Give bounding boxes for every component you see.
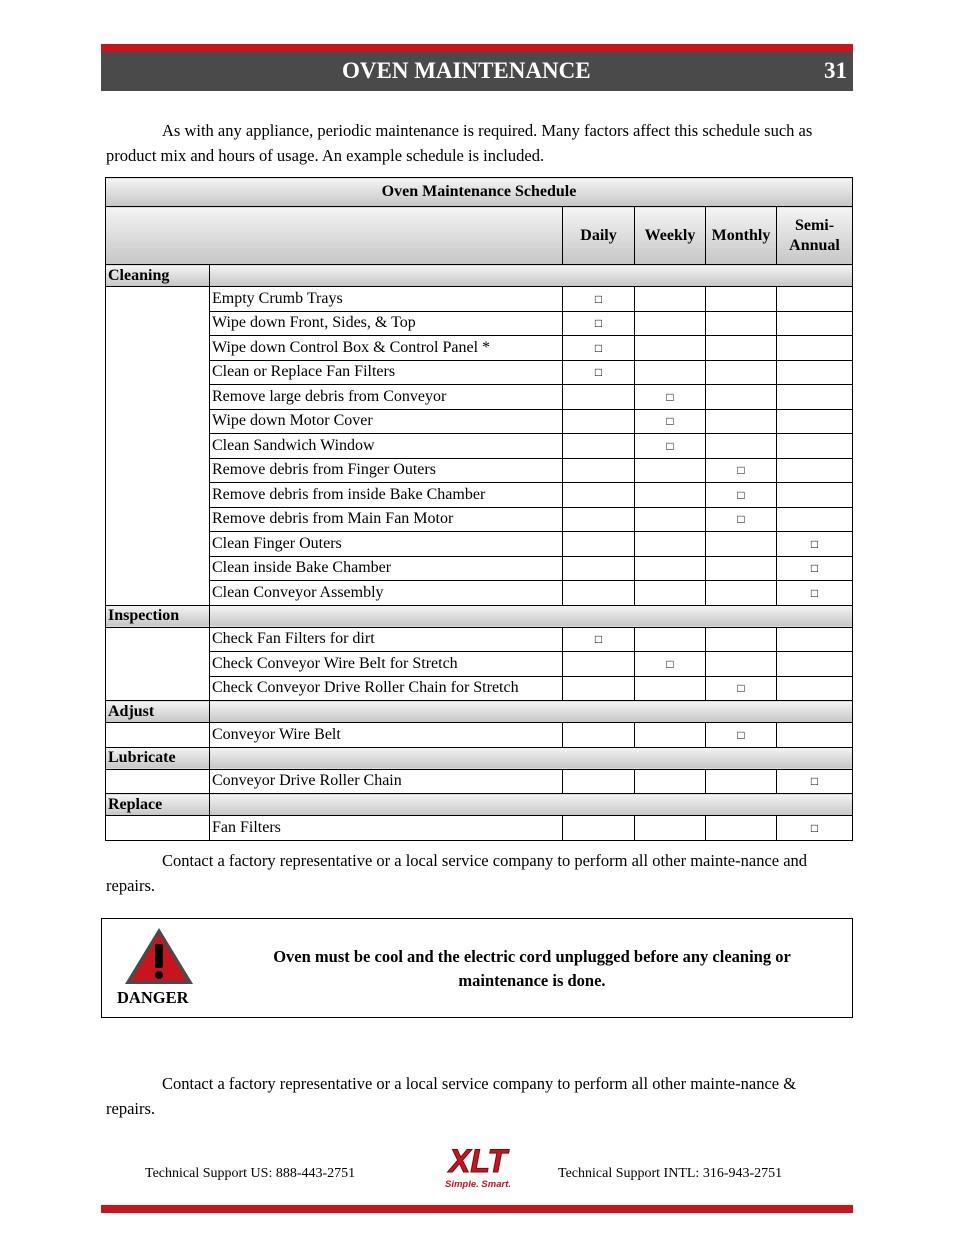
section-label: Replace bbox=[106, 794, 210, 816]
checkbox-cell-daily bbox=[563, 627, 635, 652]
col-monthly: Monthly bbox=[706, 207, 777, 265]
checkbox-cell-weekly bbox=[635, 409, 706, 434]
checkbox-cell-monthly bbox=[706, 409, 777, 434]
after-table-paragraph bbox=[106, 848, 846, 898]
danger-label: DANGER bbox=[117, 988, 189, 1007]
checkbox-cell-semi bbox=[777, 723, 853, 748]
checkbox-cell-monthly bbox=[706, 769, 777, 794]
checkbox-cell-weekly bbox=[635, 627, 706, 652]
checkbox-icon: □ bbox=[594, 316, 603, 331]
checkbox-cell-semi bbox=[777, 483, 853, 508]
task-name: Wipe down Motor Cover bbox=[210, 409, 563, 434]
checkbox-cell-semi bbox=[777, 507, 853, 532]
section-row bbox=[106, 794, 853, 816]
checkbox-icon: □ bbox=[737, 727, 745, 742]
section-blank-cell bbox=[106, 723, 210, 748]
table-row bbox=[106, 769, 853, 794]
section-spacer bbox=[210, 747, 853, 769]
task-name: Remove debris from Main Fan Motor bbox=[210, 507, 563, 532]
section-spacer bbox=[210, 265, 853, 287]
checkbox-cell-daily bbox=[563, 311, 635, 336]
table-row bbox=[106, 532, 853, 557]
checkbox-cell-weekly bbox=[635, 769, 706, 794]
checkbox-cell-weekly bbox=[635, 483, 706, 508]
checkbox-cell-daily bbox=[563, 360, 635, 385]
section-blank-cell bbox=[106, 816, 210, 841]
checkbox-cell-weekly bbox=[635, 287, 706, 312]
checkbox-icon: □ bbox=[594, 632, 603, 647]
checkbox-cell-semi bbox=[777, 532, 853, 557]
support-intl: Technical Support INTL: 316-943-2751 bbox=[558, 1166, 783, 1181]
task-name: Clean Conveyor Assembly bbox=[210, 581, 563, 606]
checkbox-cell-monthly bbox=[706, 652, 777, 677]
checkbox-cell-semi bbox=[777, 434, 853, 459]
checkbox-cell-monthly bbox=[706, 532, 777, 557]
checkbox-cell-monthly bbox=[706, 311, 777, 336]
checkbox-cell-semi bbox=[777, 652, 853, 677]
logo-text: XLT bbox=[448, 1143, 508, 1179]
intro-paragraph bbox=[106, 118, 846, 168]
checkbox-cell-weekly bbox=[635, 311, 706, 336]
table-row bbox=[106, 434, 853, 459]
task-name: Check Conveyor Drive Roller Chain for Stretch bbox=[210, 676, 563, 701]
checkbox-icon: □ bbox=[666, 438, 674, 453]
col-semi-annual: Semi- Annual bbox=[777, 207, 853, 265]
checkbox-cell-monthly bbox=[706, 385, 777, 410]
task-name: Conveyor Drive Roller Chain bbox=[210, 769, 563, 794]
checkbox-cell-daily bbox=[563, 483, 635, 508]
checkbox-icon: □ bbox=[666, 389, 674, 404]
checkbox-cell-daily bbox=[563, 556, 635, 581]
col-daily: Daily bbox=[563, 207, 635, 265]
table-row bbox=[106, 311, 853, 336]
checkbox-cell-weekly bbox=[635, 507, 706, 532]
checkbox-cell-daily bbox=[563, 287, 635, 312]
section-label: Lubricate bbox=[106, 747, 210, 769]
checkbox-cell-semi bbox=[777, 409, 853, 434]
section-label: Inspection bbox=[106, 605, 210, 627]
section-blank-cell bbox=[106, 769, 210, 794]
table-row bbox=[106, 360, 853, 385]
support-us: Technical Support US: 888-443-2751 bbox=[145, 1166, 356, 1181]
task-name: Clean inside Bake Chamber bbox=[210, 556, 563, 581]
table-row bbox=[106, 627, 853, 652]
after-table-text: Contact a factory representative or a local service company to perform all other mainte-nance and repairs. bbox=[106, 851, 808, 895]
checkbox-cell-daily bbox=[563, 409, 635, 434]
table-row bbox=[106, 409, 853, 434]
table-row bbox=[106, 458, 853, 483]
task-name: Wipe down Control Box & Control Panel * bbox=[210, 336, 563, 361]
section-spacer bbox=[210, 794, 853, 816]
checkbox-icon: □ bbox=[810, 561, 819, 576]
danger-notice bbox=[101, 918, 853, 1018]
checkbox-cell-semi bbox=[777, 458, 853, 483]
task-name: Remove debris from inside Bake Chamber bbox=[210, 483, 563, 508]
checkbox-cell-semi bbox=[777, 385, 853, 410]
task-name: Clean Sandwich Window bbox=[210, 434, 563, 459]
checkbox-cell-weekly bbox=[635, 676, 706, 701]
checkbox-icon: □ bbox=[594, 365, 603, 380]
table-row bbox=[106, 816, 853, 841]
checkbox-cell-weekly bbox=[635, 652, 706, 677]
checkbox-icon: □ bbox=[737, 487, 745, 502]
table-row bbox=[106, 556, 853, 581]
checkbox-cell-semi bbox=[777, 676, 853, 701]
checkbox-cell-daily bbox=[563, 458, 635, 483]
checkbox-cell-monthly bbox=[706, 336, 777, 361]
task-name: Conveyor Wire Belt bbox=[210, 723, 563, 748]
table-row bbox=[106, 385, 853, 410]
checkbox-cell-monthly bbox=[706, 458, 777, 483]
checkbox-cell-monthly bbox=[706, 287, 777, 312]
col-weekly: Weekly bbox=[635, 207, 706, 265]
checkbox-icon: □ bbox=[666, 414, 674, 429]
checkbox-cell-monthly bbox=[706, 676, 777, 701]
checkbox-icon: □ bbox=[810, 585, 819, 600]
section-row bbox=[106, 747, 853, 769]
checkbox-cell-semi bbox=[777, 360, 853, 385]
section-row bbox=[106, 605, 853, 627]
checkbox-cell-monthly bbox=[706, 627, 777, 652]
checkbox-icon: □ bbox=[737, 681, 745, 696]
warning-triangle-icon bbox=[123, 926, 195, 986]
checkbox-cell-monthly bbox=[706, 556, 777, 581]
xlt-logo bbox=[430, 1140, 526, 1192]
checkbox-cell-semi bbox=[777, 769, 853, 794]
checkbox-cell-semi bbox=[777, 311, 853, 336]
task-name: Remove large debris from Conveyor bbox=[210, 385, 563, 410]
page-number: 31 bbox=[824, 58, 847, 83]
checkbox-cell-weekly bbox=[635, 723, 706, 748]
task-name: Wipe down Front, Sides, & Top bbox=[210, 311, 563, 336]
checkbox-cell-weekly bbox=[635, 556, 706, 581]
section-row bbox=[106, 701, 853, 723]
checkbox-cell-semi bbox=[777, 287, 853, 312]
checkbox-cell-daily bbox=[563, 581, 635, 606]
checkbox-cell-monthly bbox=[706, 723, 777, 748]
table-row bbox=[106, 336, 853, 361]
checkbox-cell-monthly bbox=[706, 816, 777, 841]
checkbox-cell-daily bbox=[563, 507, 635, 532]
section-spacer bbox=[210, 605, 853, 627]
table-row bbox=[106, 287, 853, 312]
checkbox-cell-weekly bbox=[635, 336, 706, 361]
checkbox-cell-weekly bbox=[635, 532, 706, 557]
task-name: Remove debris from Finger Outers bbox=[210, 458, 563, 483]
table-row bbox=[106, 507, 853, 532]
task-name: Clean Finger Outers bbox=[210, 532, 563, 557]
intro-text: As with any appliance, periodic maintenance is required. Many factors affect this schedule such as product mix and hours of usage. An example schedule is included. bbox=[106, 121, 813, 165]
table-row bbox=[106, 652, 853, 677]
table-row bbox=[106, 581, 853, 606]
checkbox-cell-daily bbox=[563, 385, 635, 410]
checkbox-cell-weekly bbox=[635, 458, 706, 483]
checkbox-cell-daily bbox=[563, 816, 635, 841]
task-name: Check Conveyor Wire Belt for Stretch bbox=[210, 652, 563, 677]
table-row bbox=[106, 483, 853, 508]
section-blank-cell bbox=[106, 627, 210, 701]
closing-paragraph bbox=[106, 1071, 846, 1121]
checkbox-cell-daily bbox=[563, 532, 635, 557]
table-row bbox=[106, 676, 853, 701]
checkbox-cell-weekly bbox=[635, 434, 706, 459]
checkbox-icon: □ bbox=[594, 340, 603, 355]
table-row bbox=[106, 723, 853, 748]
checkbox-cell-daily bbox=[563, 723, 635, 748]
logo-tagline: Simple. Smart. bbox=[445, 1179, 511, 1190]
checkbox-cell-monthly bbox=[706, 360, 777, 385]
checkbox-cell-semi bbox=[777, 336, 853, 361]
checkbox-cell-daily bbox=[563, 769, 635, 794]
checkbox-cell-daily bbox=[563, 336, 635, 361]
checkbox-icon: □ bbox=[737, 512, 745, 527]
checkbox-cell-monthly bbox=[706, 581, 777, 606]
checkbox-cell-weekly bbox=[635, 360, 706, 385]
checkbox-cell-weekly bbox=[635, 816, 706, 841]
footer-accent-bar bbox=[101, 1205, 853, 1213]
checkbox-icon: □ bbox=[666, 656, 674, 671]
task-name: Clean or Replace Fan Filters bbox=[210, 360, 563, 385]
task-name: Check Fan Filters for dirt bbox=[210, 627, 563, 652]
maintenance-schedule-table bbox=[105, 177, 853, 841]
header-accent-bar bbox=[101, 44, 853, 52]
section-label: Adjust bbox=[106, 701, 210, 723]
checkbox-icon: □ bbox=[594, 291, 603, 306]
checkbox-cell-semi bbox=[777, 816, 853, 841]
checkbox-icon: □ bbox=[737, 463, 745, 478]
section-row bbox=[106, 265, 853, 287]
checkbox-icon: □ bbox=[810, 536, 819, 551]
checkbox-icon: □ bbox=[810, 820, 819, 835]
task-name: Fan Filters bbox=[210, 816, 563, 841]
section-blank-cell bbox=[106, 287, 210, 606]
checkbox-cell-monthly bbox=[706, 483, 777, 508]
checkbox-cell-weekly bbox=[635, 385, 706, 410]
checkbox-cell-daily bbox=[563, 676, 635, 701]
section-label: Cleaning bbox=[106, 265, 210, 287]
checkbox-cell-daily bbox=[563, 434, 635, 459]
schedule-title: Oven Maintenance Schedule bbox=[106, 178, 853, 207]
checkbox-cell-weekly bbox=[635, 581, 706, 606]
header-blank bbox=[106, 207, 563, 265]
danger-message: Oven must be cool and the electric cord unplugged before any cleaning or maintenance is done. bbox=[273, 947, 791, 990]
checkbox-cell-semi bbox=[777, 627, 853, 652]
page-title: OVEN MAINTENANCE bbox=[342, 58, 591, 83]
closing-text: Contact a factory representative or a local service company to perform all other mainte-nance & repairs. bbox=[106, 1074, 797, 1118]
checkbox-cell-daily bbox=[563, 652, 635, 677]
checkbox-cell-semi bbox=[777, 556, 853, 581]
checkbox-cell-monthly bbox=[706, 507, 777, 532]
task-name: Empty Crumb Trays bbox=[210, 287, 563, 312]
checkbox-cell-monthly bbox=[706, 434, 777, 459]
section-spacer bbox=[210, 701, 853, 723]
checkbox-icon: □ bbox=[810, 774, 819, 789]
checkbox-cell-semi bbox=[777, 581, 853, 606]
